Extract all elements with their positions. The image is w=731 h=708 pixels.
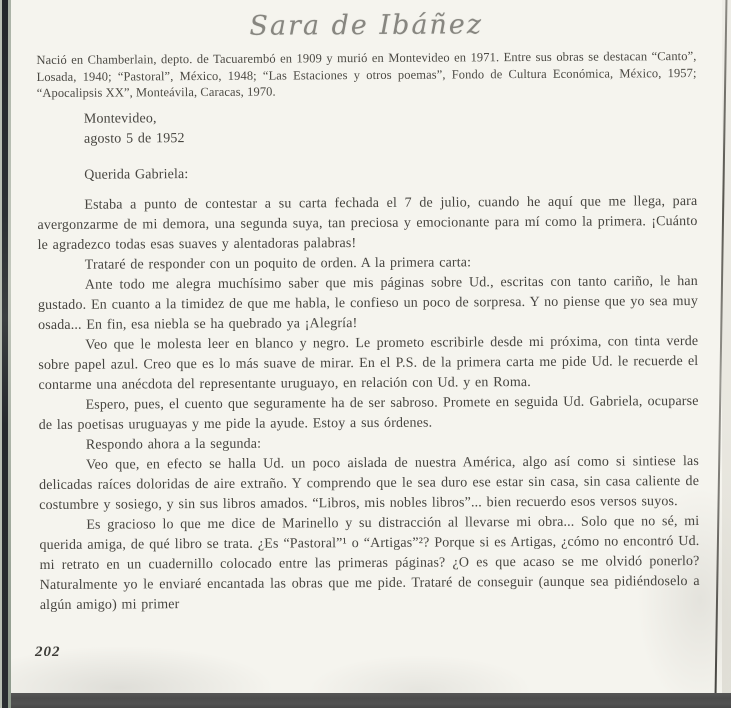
- letter-salutation: Querida Gabriela:: [84, 166, 189, 183]
- page-title: Sara de Ibáñez: [249, 9, 484, 42]
- letter-paragraph: Espero, pues, el cuento que seguramente ha de ser sabroso. Promete en seguida Ud. Gabriela, ocuparse de las poetisas uruguayas y me pide la ayude. Estoy a sus órdenes.: [38, 393, 699, 433]
- letter-place-date: [37, 105, 697, 149]
- letter-paragraph: Veo que, en efecto se halla Ud. un poco aislada de nuestra América, algo así como si sintiese las delicadas raíces doloridas de aire extraño. Y comprendo que le sea duro ese estar sin casa, sin casa caliente de costumbre y sosiego, y sin sus libros amados. “Libros, mis nobles libros”... bien recuerdo esos versos suyos.: [39, 453, 700, 513]
- author-bio: Nació en Chamberlain, depto. de Tacuarembó en 1909 y murió en Montevideo en 1971. Entre sus obras se destacan “Canto”, Losada, 1940; “Pastoral”, México, 1948; “Las Estaciones y otros poemas”, Fondo de Cultura Económica, México, 1957; “Apocalipsis XX”, Monteávila, Caracas, 1970.: [36, 48, 697, 101]
- letter-paragraph: Veo que le molesta leer en blanco y negro. Le prometo escribirle desde mi próxima, con tinta verde sobre papel azul. Creo que es lo más suave de mirar. En el P.S. de la primera carta me pide Ud. le recuerde el contarme una anécdota del representante uruguayo, en relación con Ud. y en Roma.: [38, 333, 699, 393]
- letter-paragraph: Ante todo me alegra muchísimo saber que mis páginas sobre Ud., escritas con tanto cariño, le han gustado. En cuanto a la timidez de que me habla, le confieso un poco de sorpresa. Y no piense que yo sea muy osada... En fin, esa niebla se ha quebrado ya ¡Alegría!: [37, 273, 698, 333]
- scan-bottom-bar: [7, 693, 731, 708]
- letter-date: agosto 5 de 1952: [83, 130, 185, 147]
- page-number: 202: [35, 644, 61, 660]
- letter-paragraph: Estaba a punto de contestar a su carta fechada el 7 de julio, cuando he aquí que me llega, para avergonzarme de mi demora, una segunda suya, tan preciosa y emocionante para mí como la primera. ¡Cuánto le agradezco todas esas suaves y alentadoras palabras!: [37, 193, 698, 253]
- letter-paragraph: Es gracioso lo que me dice de Marinello y su distracción al llevarse mi obra... Solo que no sé, mi querida amiga, de qué libro se trata. ¿Es “Pastoral”¹ o “Artigas”²? Porque si es Artigas, ¿cómo no encontró Ud. mi retrato en un cuadernillo colocado entre las primeras páginas? ¿O es que acaso se me olvidó ponerlo? Naturalmente yo le enviaré encantada las obras que me pide. Trataré de conseguir (aunque sea pidiéndoselo a algún amigo) mi primer: [39, 513, 700, 613]
- letter-paragraphs: [37, 191, 700, 615]
- letter-body: [37, 105, 700, 615]
- page-content: [36, 4, 700, 616]
- letter-place: Montevideo,: [83, 110, 157, 127]
- scan-edge-left-inner: [8, 0, 11, 708]
- letter-paragraph: Respondo ahora a la segunda:: [85, 436, 262, 453]
- letter-paragraph: Trataré de responder con un poquito de orden. A la primera carta:: [84, 254, 472, 273]
